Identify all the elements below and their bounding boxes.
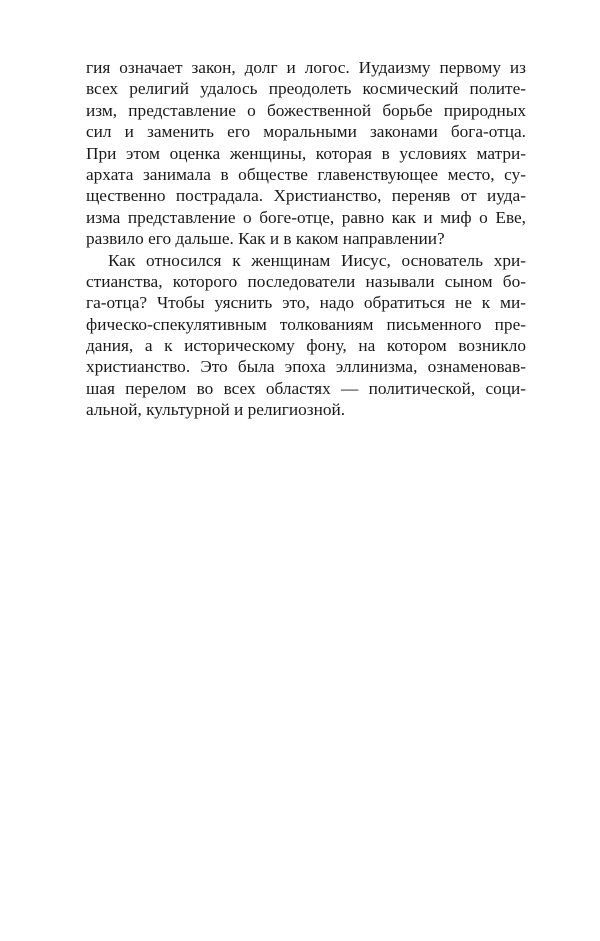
text-line: гия означает закон, долг и логос. Иудаизму первому из [86,58,526,77]
text-line: фическо-спекулятивным толкованиям письменного пре- [86,314,526,334]
text-line: шая перелом во всех областях — политической, соци- [86,378,526,398]
text-line: дания, а к историческому фону, на котором возникло [86,336,526,356]
text-body [86,57,526,421]
text-line: всех религий удалось преодолеть космический полите- [86,79,526,99]
paragraph-2 [86,250,526,421]
text-line: щественно пострадала. Христианство, переняв от иуда- [86,186,526,206]
text-line: га-отца? Чтобы уяснить это, надо обратиться не к ми- [86,293,526,313]
text-line: сил и заменить его моральными законами бога-отца. [86,122,526,142]
text-line: изма представление о боге-отце, равно как и миф о Еве, [86,207,526,227]
text-line: архата занимала в обществе главенствующее место, су- [86,164,526,184]
text-line: стианства, которого последователи называли сыном бо- [86,271,526,291]
paragraph-1 [86,57,526,250]
text-line: альной, культурной и религиозной. [86,400,346,420]
text-line: изм, представление о божественной борьбе природных [86,100,526,120]
text-line: христианство. Это была эпоха эллинизма, ознаменовав- [86,357,526,377]
text-line: При этом оценка женщины, которая в условиях матри- [86,143,526,163]
text-line: развило его дальше. Как и в каком направлении? [86,229,445,249]
text-line: Как относился к женщинам Иисус, основатель хри- [108,250,526,270]
